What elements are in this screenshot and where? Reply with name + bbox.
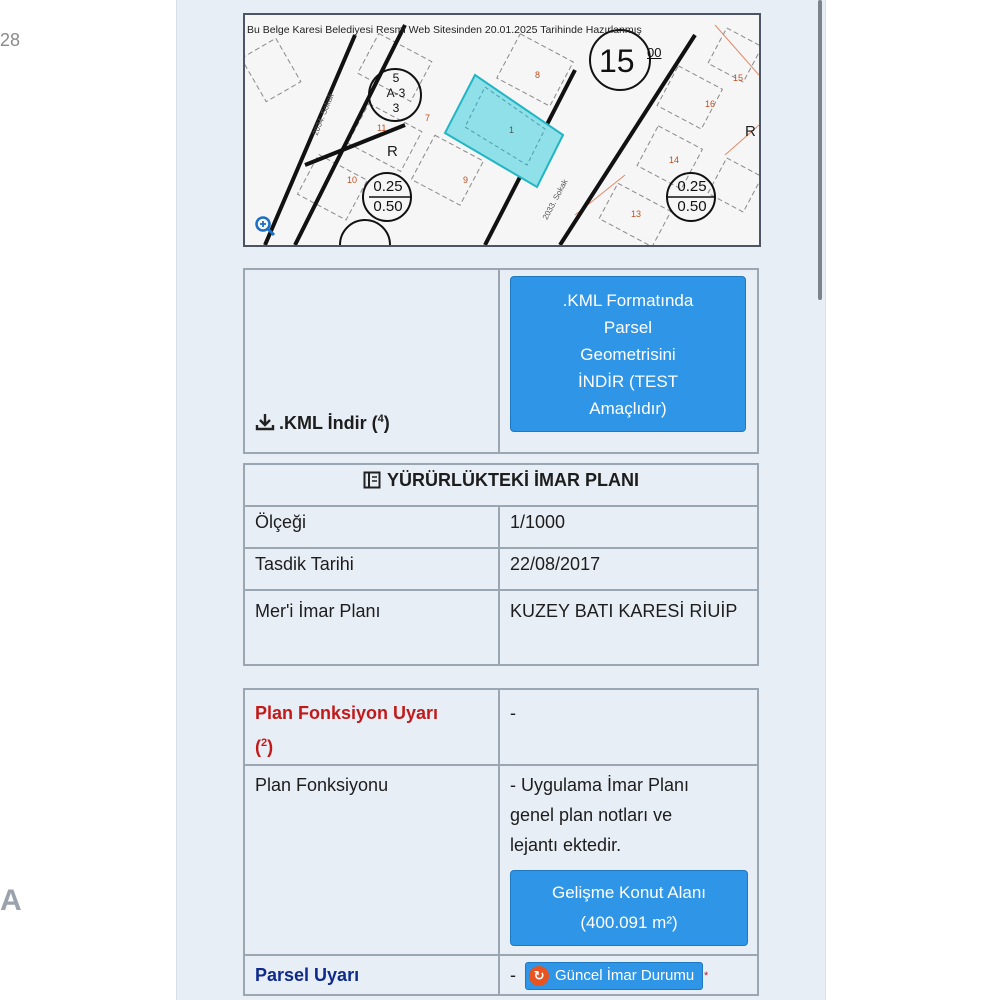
table-row [244, 506, 758, 548]
table-row [244, 590, 758, 665]
parcel-number: 7 [425, 113, 431, 123]
kml-download-label: .KML İndir ( [279, 413, 378, 433]
parcel-number: 11 [377, 123, 387, 133]
footnote-marker: 2 [261, 737, 268, 749]
street-label: 2033. Sokak [540, 177, 570, 222]
development-area-label: Gelişme Konut Alanı [551, 883, 707, 902]
current-zoning-label: Güncel İmar Durumu [555, 967, 695, 985]
plan-function-table [243, 688, 759, 996]
current-zoning-button[interactable] [525, 962, 709, 990]
badge-icon: * [703, 970, 709, 983]
kml-button-line: İNDİR (TEST [577, 371, 679, 391]
parcel-number: 8 [535, 70, 541, 80]
parcel-number: 10 [347, 175, 358, 185]
parcel-warning-value [499, 955, 758, 995]
street-label: 2034. Sokak [310, 92, 336, 137]
row-label: Mer'i İmar Planı [244, 590, 499, 665]
parcel-number: 1 [509, 125, 515, 135]
parcel-warning-label: Parsel Uyarı [244, 955, 499, 995]
block-number: 15 [599, 43, 635, 79]
map-caption: Bu Belge Karesi Belediyesi Resmi Web Sitesinden 20.01.2025 Tarihinde Hazırlanmış [247, 24, 642, 36]
zoom-icon[interactable] [254, 215, 276, 237]
development-area-button[interactable] [510, 870, 748, 946]
row-value: 1/1000 [499, 506, 758, 548]
kml-button-cell [499, 269, 758, 453]
scrollbar[interactable] [818, 0, 822, 300]
book-icon [363, 471, 381, 489]
kml-button-line: .KML Formatında [562, 290, 694, 310]
parcel-number: 14 [669, 155, 680, 165]
plan-function-desc: lejantı ektedir. [510, 835, 622, 855]
parcel-number: 9 [463, 175, 469, 185]
density-ratio-left: 0.25 0.50 [373, 178, 403, 215]
edge-fragment-top: 28 [0, 30, 21, 50]
parcel-warning-dash: - [510, 965, 516, 985]
download-icon [255, 413, 275, 431]
plan-function-warning-value: - [499, 689, 758, 765]
plan-function-value [499, 765, 758, 955]
imar-plan-title: YÜRÜRLÜKTEKİ İMAR PLANI [387, 470, 639, 490]
parcel-number: 13 [631, 209, 642, 219]
footnote-open: ( [255, 737, 261, 757]
map-label-r: R [387, 143, 398, 160]
block-suffix: 00 [647, 45, 662, 60]
kml-download-link[interactable] [255, 404, 390, 438]
table-row [244, 955, 758, 995]
kml-download-close: ) [383, 413, 390, 433]
table-row [244, 689, 758, 765]
edge-fragment-bottom: A [0, 884, 22, 917]
row-value: KUZEY BATI KARESİ RİUİP [499, 590, 758, 665]
kml-button-line: Parsel [603, 317, 653, 337]
table-row [244, 548, 758, 590]
plan-function-label: Plan Fonksiyonu [244, 765, 499, 955]
imar-plan-table [243, 463, 759, 666]
imar-plan-header [244, 464, 758, 506]
plan-function-warning-label [244, 689, 499, 765]
plan-function-desc: genel plan notları ve [510, 805, 673, 825]
density-ratio-right: 0.25 0.50 [677, 178, 707, 215]
development-area-size: (400.091 m²) [580, 913, 678, 932]
warning-text: Plan Fonksiyon Uyarı [255, 703, 439, 723]
parcel-map[interactable] [243, 13, 761, 247]
kml-download-cell [244, 269, 499, 453]
row-value: 22/08/2017 [499, 548, 758, 590]
row-label: Ölçeği [244, 506, 499, 548]
parcel-number: 15 [733, 73, 744, 83]
map-label-r: R [745, 123, 756, 140]
kml-button-line: Geometrisini [580, 344, 676, 364]
kml-button-line: Amaçlıdır) [589, 398, 667, 418]
selected-parcel[interactable] [445, 75, 563, 187]
footnote-close: ) [267, 737, 274, 757]
kml-download-button[interactable] [510, 276, 746, 432]
footnote-marker: 4 [377, 413, 384, 425]
row-label: Tasdik Tarihi [244, 548, 499, 590]
table-row [244, 765, 758, 955]
plan-function-desc: - Uygulama İmar Planı [510, 775, 690, 795]
parcel-number: 16 [705, 99, 716, 109]
kml-download-table [243, 268, 759, 454]
refresh-icon: ↻ [529, 966, 549, 986]
zone-code-left: 5 A-3 3 [386, 71, 406, 115]
